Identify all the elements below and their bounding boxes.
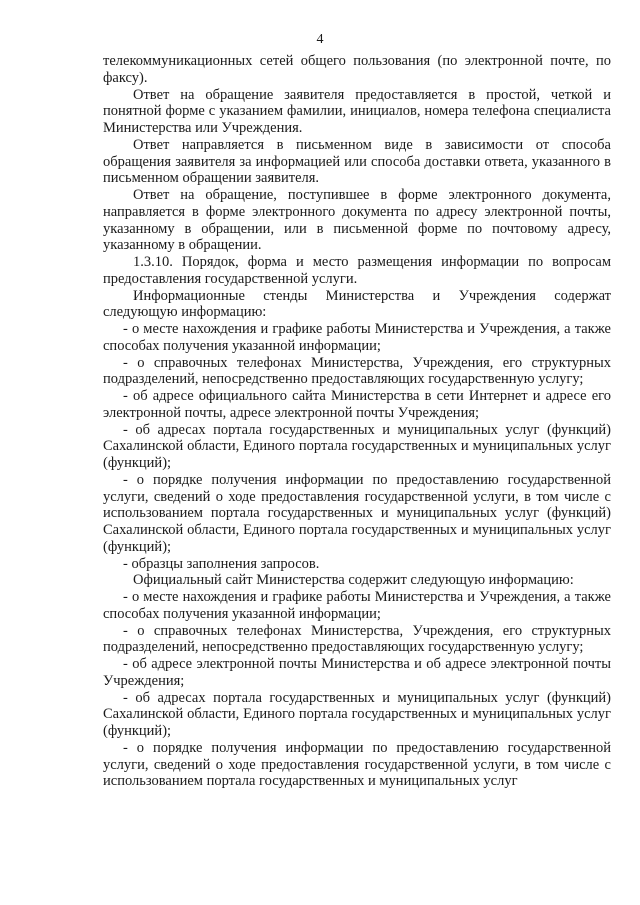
list-item: - о порядке получения информации по предоставлению государственной услуги, сведений о ходе предоставления государственной услуги, в том числе с использованием портала государственных и муниципальных услуг xyxy=(103,739,611,790)
list-item: - об адресе официального сайта Министерства в сети Интернет и адресе его электронной почты, адресе электронной почты Учреждения; xyxy=(103,388,611,421)
list-item: - о справочных телефонах Министерства, Учреждения, его структурных подразделений, непосредственно предоставляющих государственную услугу; xyxy=(103,622,611,656)
document-body xyxy=(103,53,611,790)
paragraph: Ответ на обращение заявителя предоставляется в простой, четкой и понятной форме с указанием фамилии, инициалов, номера телефона специалиста Министерства или Учреждения. xyxy=(103,86,611,136)
paragraph: Официальный сайт Министерства содержит следующую информацию: xyxy=(133,572,574,589)
paragraph: 1.3.10. Порядок, форма и место размещения информации по вопросам предоставления государственной услуги. xyxy=(103,254,611,287)
list-item: - об адресе электронной почты Министерства и об адресе электронной почты Учреждения; xyxy=(103,656,611,689)
list-item: - о порядке получения информации по предоставлению государственной услуги, сведений о ходе предоставления государственной услуги, в том числе с использованием портала государственных и муниципальных услуг (функций) Сахалинской области, Единого портала государственных и муниципальных услуг (функций); xyxy=(103,471,611,555)
list-item: - о месте нахождения и графике работы Министерства и Учреждения, а также способах получения указанной информации; xyxy=(103,321,611,354)
list-item: - об адресах портала государственных и муниципальных услуг (функций) Сахалинской области, Единого портала государственных и муниципальных услуг (функций); xyxy=(103,689,611,739)
list-item: - об адресах портала государственных и муниципальных услуг (функций) Сахалинской области, Единого портала государственных и муниципальных услуг (функций); xyxy=(103,421,611,471)
paragraph: Ответ на обращение, поступившее в форме электронного документа, направляется в форме электронного документа по адресу электронной почты, указанному в обращении, или в письменной форме по почтовому адресу, указанному в обращении. xyxy=(103,187,611,254)
paragraph: Ответ направляется в письменном виде в зависимости от способа обращения заявителя за информацией или способа доставки ответа, указанного в письменном обращении заявителя. xyxy=(103,136,611,187)
list-item: - образцы заполнения запросов. xyxy=(123,555,320,572)
list-item: - о месте нахождения и графике работы Министерства и Учреждения, а также способах получения указанной информации; xyxy=(103,589,611,622)
list-item: - о справочных телефонах Министерства, Учреждения, его структурных подразделений, непосредственно предоставляющих государственную услугу; xyxy=(103,354,611,388)
page-number: 4 xyxy=(316,32,324,47)
paragraph: Информационные стенды Министерства и Учреждения содержат следующую информацию: xyxy=(103,287,611,321)
paragraph: телекоммуникационных сетей общего пользования (по электронной почте, по факсу). xyxy=(103,53,611,86)
